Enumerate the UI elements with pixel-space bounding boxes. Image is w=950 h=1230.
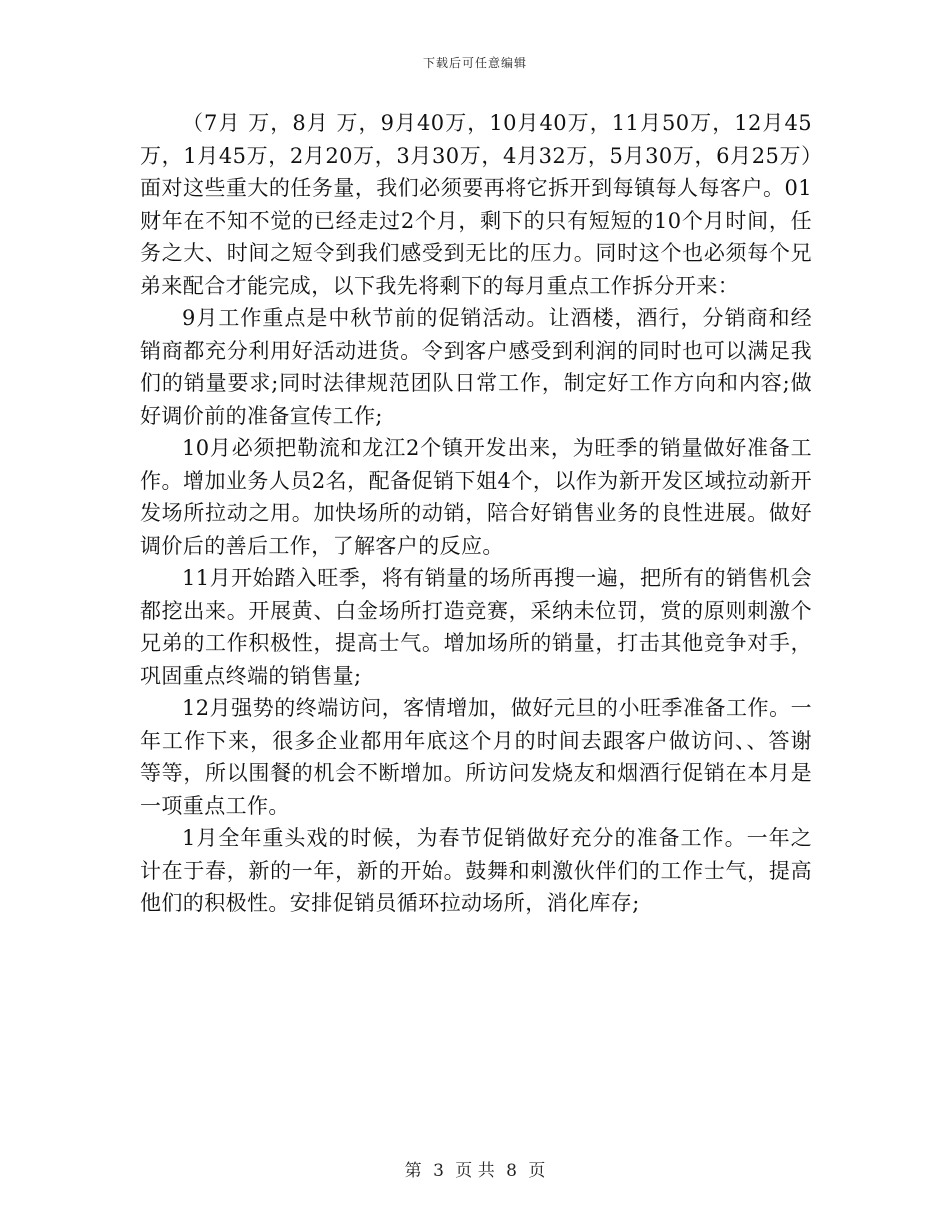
current-page-number: 3 bbox=[433, 1161, 444, 1181]
paragraph-december: 12月强势的终端访问，客情增加，做好元旦的小旺季准备工作。一年工作下来，很多企业都用年底这个月的时间去跟客户做访问、、答谢等等，所以围餐的机会不断增加。所访问发烧友和烟酒行促销在本月是一项重点工作。 bbox=[140, 696, 812, 818]
footer-prefix: 第 bbox=[404, 1161, 422, 1181]
paragraph-november: 11月开始踏入旺季，将有销量的场所再搜一遍，把所有的销售机会都挖出来。开展黄、白金场所打造竞赛，采纳未位罚，赏的原则刺激个兄弟的工作积极性，提高士气。增加场所的销量，打击其他竞争对手，巩固重点终端的销售量; bbox=[140, 566, 812, 688]
page-header: 下载后可任意编辑 bbox=[422, 56, 527, 70]
footer-middle: 页 共 bbox=[455, 1161, 495, 1181]
document-body bbox=[140, 107, 812, 920]
page-footer bbox=[0, 1156, 950, 1181]
total-page-count: 8 bbox=[506, 1161, 517, 1181]
footer-suffix: 页 bbox=[528, 1161, 546, 1181]
paragraph-january: 1月全年重头戏的时候，为春节促销做好充分的准备工作。一年之计在于春，新的一年，新的开始。鼓舞和刺激伙伴们的工作士气，提高他们的积极性。安排促销员循环拉动场所，消化库存; bbox=[140, 826, 812, 915]
paragraph-sales-targets: （7月 万，8月 万，9月40万，10月40万，11月50万，12月45万，1月45万，2月20万，3月30万，4月32万，5月30万，6月25万）面对这些重大的任务量，我们必须要再将它拆开到每镇每人每客户。01财年在不知不觉的已经走过2个月，剩下的只有短短的10个月时间，任务之大、时间之短令到我们感受到无比的压力。同时这个也必须每个兄弟来配合才能完成，以下我先将剩下的每月重点工作拆分开来： bbox=[140, 111, 812, 298]
paragraph-september: 9月工作重点是中秋节前的促销活动。让酒楼，酒行，分销商和经销商都充分利用好活动进货。令到客户感受到利润的同时也可以满足我们的销量要求;同时法律规范团队日常工作，制定好工作方向和内容;做好调价前的准备宣传工作; bbox=[140, 306, 812, 428]
paragraph-october: 10月必须把勒流和龙江2个镇开发出来，为旺季的销量做好准备工作。增加业务人员2名，配备促销下姐4个，以作为新开发区域拉动新开发场所拉动之用。加快场所的动销，陪合好销售业务的良性进展。做好调价后的善后工作，了解客户的反应。 bbox=[140, 436, 812, 558]
